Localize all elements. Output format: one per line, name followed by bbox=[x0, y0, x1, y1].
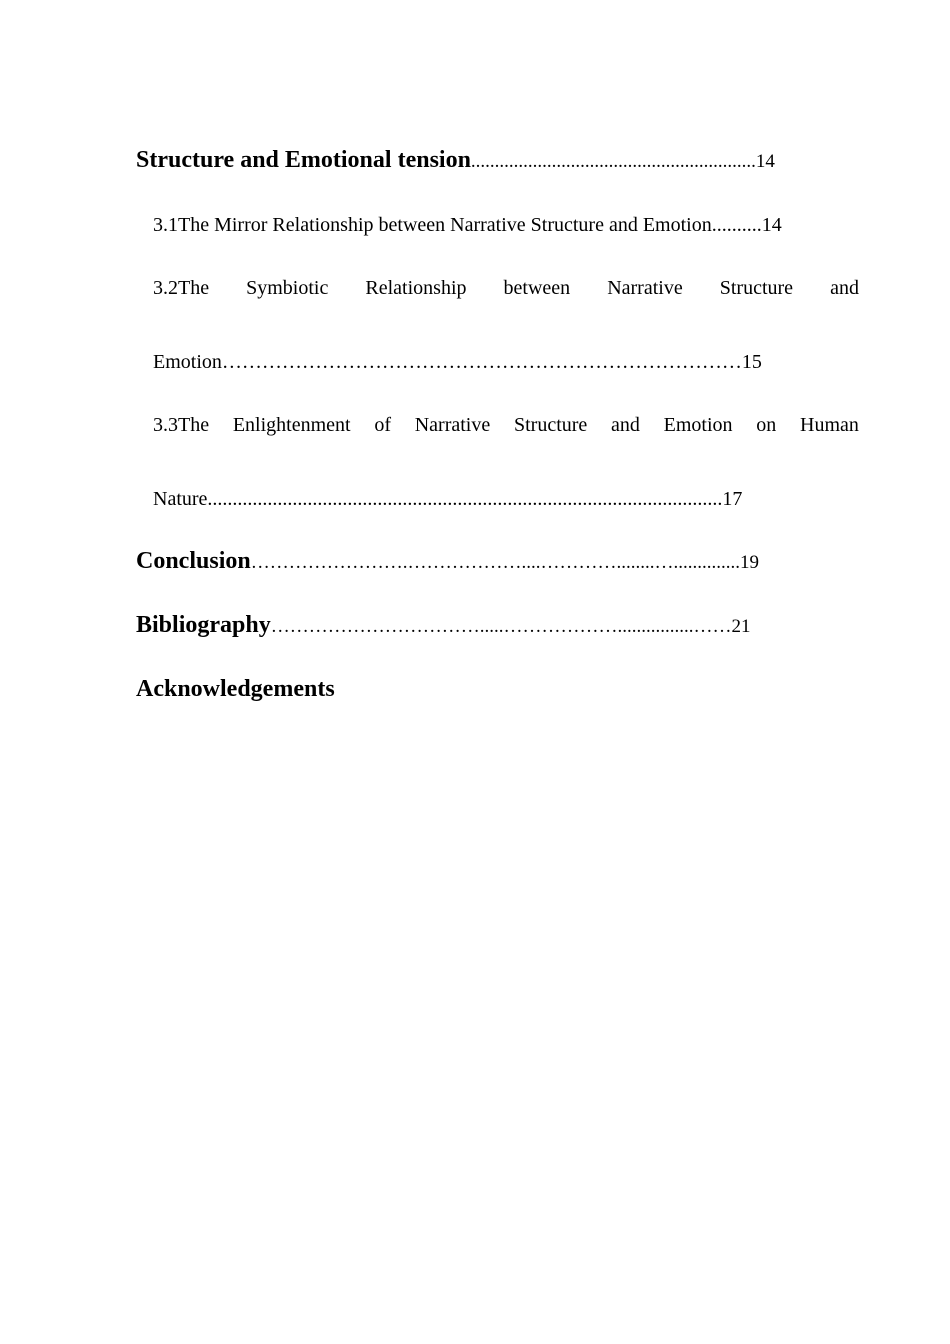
toc-entry-title: Bibliography bbox=[136, 612, 271, 638]
toc-leader-dots: …………………….………………....…………........….............. bbox=[250, 552, 740, 573]
toc-leader-dots: …………………………….....………………................…… bbox=[270, 616, 732, 637]
toc-entry-3-1 bbox=[153, 214, 782, 237]
toc-word: of bbox=[374, 414, 391, 436]
toc-page-number: 17 bbox=[722, 488, 743, 510]
toc-page-number: 14 bbox=[761, 214, 782, 236]
toc-entry-bibliography bbox=[136, 612, 750, 639]
toc-word: between bbox=[503, 277, 571, 299]
toc-word: and bbox=[611, 414, 640, 436]
toc-entry-conclusion bbox=[136, 548, 759, 575]
toc-leader-dots: ....................................................................................................... bbox=[207, 488, 723, 510]
toc-leader-dots: .......... bbox=[711, 214, 762, 236]
toc-page-number: 19 bbox=[739, 552, 759, 573]
toc-entry-3-3-line-1 bbox=[153, 414, 859, 437]
toc-word: 3.3The bbox=[153, 414, 210, 436]
toc-entry-title: Structure and Emotional tension bbox=[136, 147, 471, 173]
toc-word: Emotion bbox=[663, 414, 733, 436]
toc-entry-3-2-line-2 bbox=[153, 351, 762, 374]
toc-word: Narrative bbox=[414, 414, 491, 436]
toc-entry-3-3-line-2 bbox=[153, 488, 742, 511]
toc-page-number: 21 bbox=[731, 616, 751, 637]
toc-word: Structure bbox=[513, 414, 588, 436]
toc-entry-title: Conclusion bbox=[136, 548, 251, 574]
toc-entry-title: Emotion bbox=[153, 351, 222, 373]
toc-word: Enlightenment bbox=[232, 414, 351, 436]
toc-entry-3-2-line-1 bbox=[153, 277, 859, 300]
toc-leader-dots: ............................................................ bbox=[470, 151, 756, 172]
toc-entry-title: 3.1The Mirror Relationship between Narrative Structure and Emotion bbox=[153, 214, 712, 236]
toc-entry-acknowledgements bbox=[136, 676, 335, 703]
toc-page-number: 15 bbox=[741, 351, 762, 373]
toc-word: 3.2The bbox=[153, 277, 210, 299]
toc-page-number: 14 bbox=[755, 151, 775, 172]
toc-word: Narrative bbox=[607, 277, 683, 299]
toc-word: on bbox=[756, 414, 777, 436]
toc-word: Relationship bbox=[365, 277, 467, 299]
toc-entry-title: Nature bbox=[153, 488, 208, 510]
toc-word: Symbiotic bbox=[246, 277, 329, 299]
toc-entry-structure-emotional-tension bbox=[136, 147, 775, 174]
toc-word: and bbox=[830, 277, 859, 299]
toc-entry-title: Acknowledgements bbox=[136, 676, 335, 702]
toc-leader-dots: …………………………………………………………………… bbox=[221, 351, 742, 373]
toc-word: Structure bbox=[719, 277, 794, 299]
toc-word: Human bbox=[800, 414, 859, 436]
